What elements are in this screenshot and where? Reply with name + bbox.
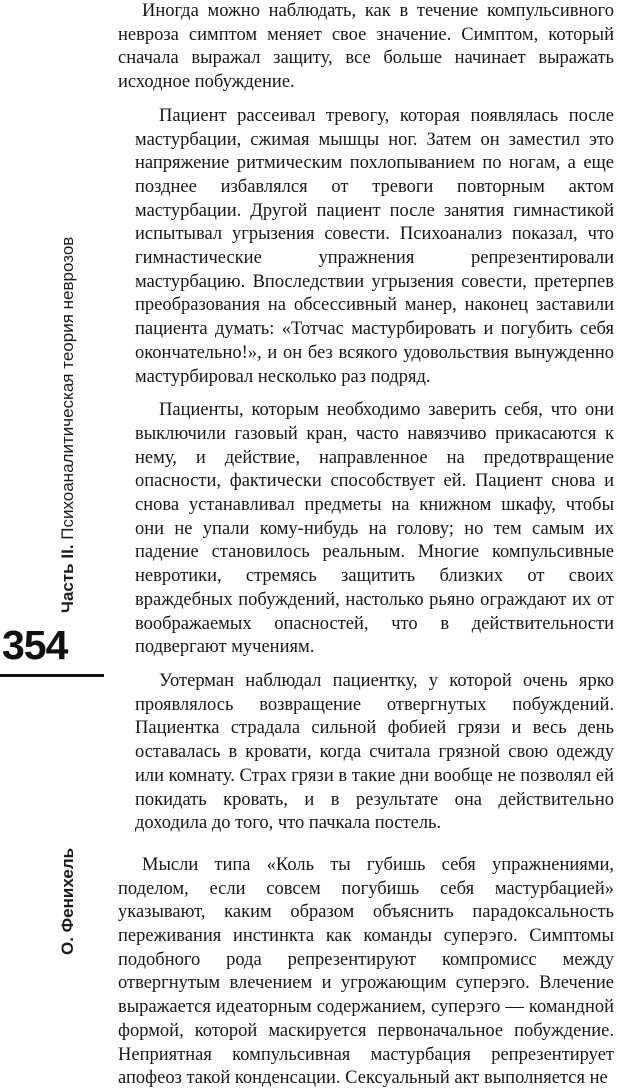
part-title: Психоаналитическая теория неврозов (58, 236, 77, 545)
running-head (58, 237, 78, 613)
case-paragraph: Уотерман наблюдал пациентку, у которой очень ярко проявлялось возвращение отвергнутых побуждений. Пациентка страдала сильной фобией грязи и весь день оставалась в кровати, когда считала грязной свою одежду или комнату. Страх грязи в такие дни вообще не позволял ей покидать кровать, и в результате она действительно доходила до того, что пачкала постель. (135, 670, 614, 834)
page-number-rule (0, 674, 104, 677)
page-number: 354 (2, 622, 68, 668)
author-name: О. Фенихель (58, 847, 77, 955)
body-text (118, 0, 614, 1091)
paragraph: Иногда можно наблюдать, как в течение компульсивного невроза симптом меняет свое значение. Симптом, который сначала выражал защиту, все больше начинает выражать исходное побуждение. (118, 1, 614, 93)
case-paragraph: Пациенты, которым необходимо заверить себя, что они выключили газовый кран, часто навязчиво прикасаются к нему, и действие, направленное на предотвращение опасности, фактически способствует ей. Пациент снова и снова устанавливал предметы на книжном шкафу, чтобы они не упали кому-нибудь на голову; но тем самым их падение становилось реальным. Многие компульсивные невротики, стремясь защитить близких от своих враждебных побуждений, настолько рьяно ограждают их от воображаемых опасностей, что в действительности подвергают мучениям. (135, 400, 614, 658)
paragraph: Мысли типа «Коль ты губишь себя упражнениями, поделом, если совсем погубишь себя мастурбацией» указывают, каким образом объяснить парадоксальность переживания инстинкта как команды суперэго. Симптомы подобного рода репрезентируют компромисс между отвергнутым влечением и угрожающим суперэго. Влечение выражается идеаторным содержанием, суперэго — командной формой, которой маскируется первоначальное побуждение. Неприятная компульсивная мастурбация репрезентирует апофеоз такой конденсации. Сексуальный акт выполняется не (118, 854, 614, 1089)
part-label: Часть II. (58, 544, 77, 613)
case-paragraph: Пациент рассеивал тревогу, которая появлялась после мастурбации, сжимая мышцы ног. Затем он заместил это напряжение ритмическим похлопыванием по ногам, а еще позднее избавлялся от тревоги повторным актом мастурбации. Другой пациент после занятия гимнастикой испытывал угрызения совести. Психоанализ показал, что гимнастические упражнения репрезентировали мастурбацию. Впоследствии угрызения совести, претерпев преобразования на обсессивный манер, наконец заставили пациента думать: «Тотчас мастурбировать и погубить себя окончательно!», и он без всякого удовольствия вынужденно мастурбировал несколько раз подряд. (135, 105, 614, 387)
sidebar (0, 0, 118, 994)
